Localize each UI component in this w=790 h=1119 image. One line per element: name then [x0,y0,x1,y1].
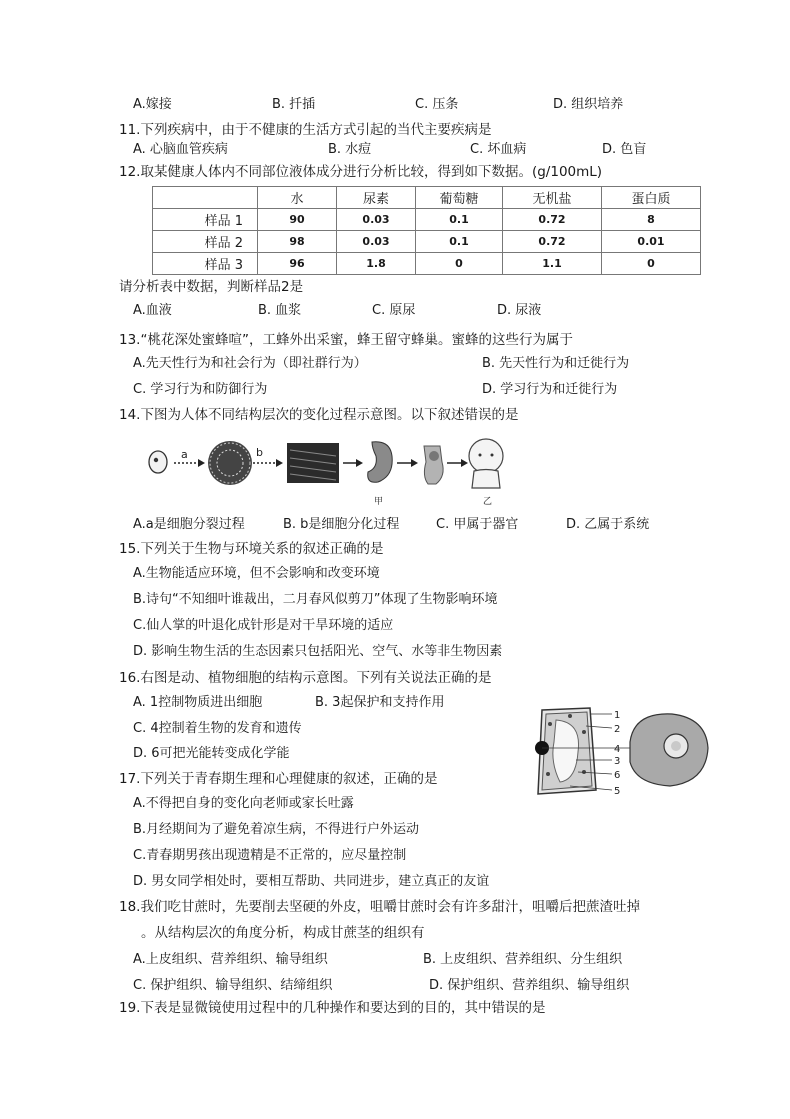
q11-option-c: C. 坏血病 [470,142,527,157]
baby-head-icon [469,439,503,473]
table-cell: 98 [258,231,337,253]
q11-stem: 11.下列疾病中，由于不健康的生活方式引起的当代主要疾病是 [119,122,492,138]
q12-option-d: D. 尿液 [497,303,542,318]
cell-label-5: 5 [614,786,621,797]
table-cell: 0.72 [503,231,602,253]
q14-option-c: C. 甲属于器官 [436,517,519,532]
stomach-icon [368,442,393,483]
q15-option-d: D. 影响生物生活的生态因素只包括阳光、空气、水等非生物因素 [133,644,503,659]
q17-option-b: B.月经期间为了避免着凉生病，不得进行户外运动 [133,822,420,837]
arrow-5-head [461,459,468,467]
table-cell: 96 [258,253,337,275]
arrow-a-head [198,459,205,467]
chloroplast-icon-1 [548,722,552,726]
q16-stem: 16.右图是动、植物细胞的结构示意图。下列有关说法正确的是 [119,670,492,686]
arrow-3-head [356,459,363,467]
table-cell: 0 [416,253,503,275]
q16-cell-figure [520,702,720,802]
q10-option-c: C. 压条 [415,97,459,112]
arrow-4-head [411,459,418,467]
table-cell: 90 [258,209,337,231]
q12-stem: 12.取某健康人体内不同部位液体成分进行分析比较，得到如下数据。(g/100mL) [119,164,603,180]
table-row [153,209,701,231]
q11-option-b: B. 水痘 [328,142,372,157]
q11-option-d: D. 色盲 [602,142,647,157]
table-cell: 样品 1 [153,209,258,231]
q17-option-c: C.青春期男孩出现遗精是不正常的，应尽量控制 [133,848,407,863]
table-cell: 1.1 [503,253,602,275]
table-cell: 0.1 [416,231,503,253]
table-cell: 8 [602,209,701,231]
egg-nucleus-icon [154,458,158,462]
table-header-cell: 无机盐 [503,187,602,209]
q18-stem-continued: 。从结构层次的角度分析，构成甘蔗茎的组织有 [141,925,425,941]
table-cell: 1.8 [337,253,416,275]
table-cell: 样品 2 [153,231,258,253]
table-header-cell [153,187,258,209]
q17-stem: 17.下列关于青春期生理和心理健康的叙述，正确的是 [119,771,438,787]
q12-option-a: A.血液 [133,303,172,318]
q14-option-d: D. 乙属于系统 [566,517,650,532]
q13-option-a: A.先天性行为和社会行为（即社群行为） [133,356,367,371]
table-header-cell: 水 [258,187,337,209]
cell-label-1: 1 [614,710,621,721]
chloroplast-icon-3 [546,772,550,776]
arrow-a-label: a [181,448,188,461]
q12-option-c: C. 原尿 [372,303,416,318]
table-row [153,231,701,253]
table-header-row [153,187,701,209]
q18-option-d: D. 保护组织、营养组织、输导组织 [429,978,630,993]
q18-option-b: B. 上皮组织、营养组织、分生组织 [423,952,623,967]
arrow-b-label: b [256,446,263,459]
q15-option-c: C.仙人掌的叶退化成针形是对干旱环境的适应 [133,618,394,633]
baby-eye-right-icon [491,454,494,457]
arrow-b-head [276,459,283,467]
q18-option-a: A.上皮组织、营养组织、输导组织 [133,952,328,967]
cell-label-4: 4 [614,744,621,755]
q14-figure [140,432,540,512]
table-header-cell: 蛋白质 [602,187,701,209]
cell-label-2: 2 [614,724,621,735]
q13-option-d: D. 学习行为和迁徙行为 [482,382,618,397]
chloroplast-icon-5 [568,714,572,718]
q16-option-a: A. 1控制物质进出细胞 [133,695,263,710]
table-cell: 0.01 [602,231,701,253]
fertilized-egg-icon [149,451,167,473]
yi-label: 乙 [483,497,493,507]
q14-option-a: A.a是细胞分裂过程 [133,517,245,532]
cell-cluster-icon [208,441,252,485]
baby-body-icon [472,470,500,489]
table-cell: 样品 3 [153,253,258,275]
table-cell: 0 [602,253,701,275]
q15-option-b: B.诗句“不知细叶谁裁出，二月春风似剪刀”体现了生物影响环境 [133,592,498,607]
q13-option-c: C. 学习行为和防御行为 [133,382,268,397]
q16-option-c: C. 4控制着生物的发育和遗传 [133,721,302,736]
table-row [153,253,701,275]
q17-option-d: D. 男女同学相处时，要相互帮助、共同进步，建立真正的友谊 [133,874,490,889]
q13-option-b: B. 先天性行为和迁徙行为 [482,356,630,371]
q16-option-b: B. 3起保护和支持作用 [315,695,445,710]
table-cell: 0.03 [337,209,416,231]
q12-data-table [152,186,701,275]
q14-stem: 14.下图为人体不同结构层次的变化过程示意图。以下叙述错误的是 [119,407,519,423]
digestive-detail-icon [429,451,439,461]
table-cell: 0.1 [416,209,503,231]
q10-option-a: A.嫁接 [133,97,172,112]
chloroplast-icon-2 [582,730,586,734]
q14-option-b: B. b是细胞分化过程 [283,517,400,532]
q16-option-d: D. 6可把光能转变成化学能 [133,746,290,761]
q19-stem: 19.下表是显微镜使用过程中的几种操作和要达到的目的，其中错误的是 [119,1000,546,1016]
table-header-cell: 葡萄糖 [416,187,503,209]
q15-stem: 15.下列关于生物与环境关系的叙述正确的是 [119,541,384,557]
baby-eye-icon [479,454,482,457]
cell-label-6: 6 [614,770,621,781]
q11-option-a: A. 心脑血管疾病 [133,142,228,157]
table-cell: 0.03 [337,231,416,253]
animal-nucleolus-icon [671,741,681,751]
q13-stem: 13.“桃花深处蜜蜂喧”，工蜂外出采蜜，蜂王留守蜂巢。蜜蜂的这些行为属于 [119,332,573,348]
q15-option-a: A.生物能适应环境，但不会影响和改变环境 [133,566,380,581]
q10-option-b: B. 扦插 [272,97,316,112]
jia-label: 甲 [374,497,384,507]
q10-option-d: D. 组织培养 [553,97,624,112]
table-header-cell: 尿素 [337,187,416,209]
q12-option-b: B. 血浆 [258,303,302,318]
q17-option-a: A.不得把自身的变化向老师或家长吐露 [133,796,354,811]
q18-option-c: C. 保护组织、输导组织、结缔组织 [133,978,333,993]
table-cell: 0.72 [503,209,602,231]
q12-prompt: 请分析表中数据，判断样品2是 [119,279,304,295]
cell-label-3: 3 [614,756,621,767]
q18-stem: 18.我们吃甘蔗时，先要削去坚硬的外皮，咀嚼甘蔗时会有许多甜汁，咀嚼后把蔗渣吐掉 [119,899,640,915]
